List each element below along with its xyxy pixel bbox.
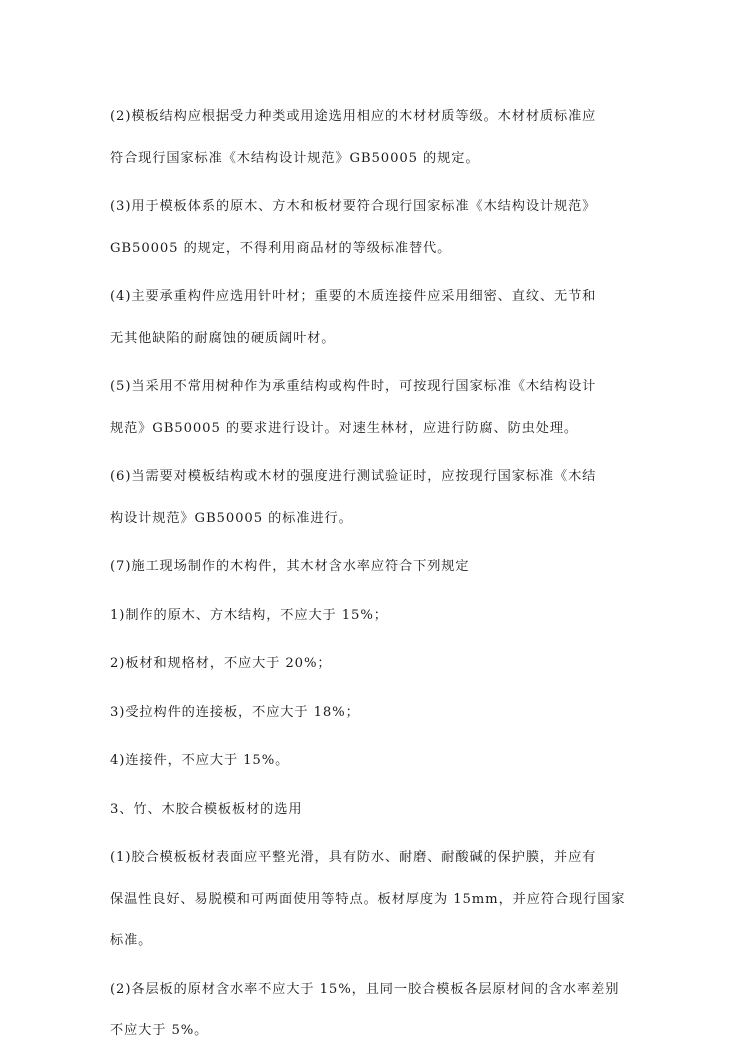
text-line: (6)当需要对模板结构或木材的强度进行测试验证时，应按现行国家标准《木结 (110, 469, 597, 484)
text-line: (3)用于模板体系的原木、方木和板材要符合现行国家标准《木结构设计规范》 (110, 199, 597, 214)
text-line: 3)受拉构件的连接板，不应大于 18%； (110, 704, 360, 720)
text-line: 4)连接件，不应大于 15%。 (110, 753, 290, 768)
text-line: 2)板材和规格材，不应大于 20%； (110, 656, 332, 671)
text-line: 无其他缺陷的耐腐蚀的硬质阔叶材。 (110, 330, 336, 346)
paragraph-load-bearing (110, 276, 640, 359)
text-line: 规范》GB50005 的要求进行设计。对速生林材，应进行防腐、防虫处理。 (110, 420, 579, 436)
text-line: 标准。 (110, 933, 153, 948)
paragraph-strength-test (110, 456, 640, 539)
paragraph-moisture-rules (110, 546, 640, 588)
list-item-moisture-4 (110, 740, 640, 782)
text-line: 符合现行国家标准《木结构设计规范》GB50005 的规定。 (110, 150, 480, 166)
text-line: 不应大于 5%。 (110, 1023, 209, 1038)
text-line: (2)各层板的原材含水率不应大于 15%，且同一胶合模板各层原材间的含水率差别 (110, 981, 620, 997)
text-line: (4)主要承重构件应选用针叶材；重要的木质连接件应采用细密、直纹、无节和 (110, 289, 597, 304)
text-line: GB50005 的规定，不得利用商品材的等级标准替代。 (110, 240, 452, 256)
text-line: (7)施工现场制作的木构件，其木材含水率应符合下列规定 (110, 559, 470, 574)
text-line: (1)胶合模板板材表面应平整光滑，具有防水、耐磨、耐酸碱的保护膜，并应有 (110, 850, 597, 865)
paragraph-ply-moisture (110, 969, 640, 1052)
section-heading-plywood (110, 789, 640, 831)
paragraph-plywood-surface (110, 837, 640, 962)
document-body (110, 96, 640, 1052)
text-line: 保温性良好、易脱模和可两面使用等特点。板材厚度为 15mm，并应符合现行国家 (110, 891, 626, 907)
text-line: 3、竹、木胶合模板板材的选用 (110, 801, 303, 817)
paragraph-uncommon-species (110, 366, 640, 449)
text-line: (2)模板结构应根据受力种类或用途选用相应的木材材质等级。木材材质标准应 (110, 109, 597, 124)
text-line: 构设计规范》GB50005 的标准进行。 (110, 510, 353, 526)
list-item-moisture-2 (110, 643, 640, 685)
list-item-moisture-3 (110, 692, 640, 734)
paragraph-log-lumber (110, 186, 640, 269)
text-line: 1)制作的原木、方木结构，不应大于 15%； (110, 607, 388, 623)
list-item-moisture-1 (110, 595, 640, 637)
text-line: (5)当采用不常用树种作为承重结构或构件时，可按现行国家标准《木结构设计 (110, 379, 597, 394)
paragraph-timber-grade (110, 96, 640, 179)
